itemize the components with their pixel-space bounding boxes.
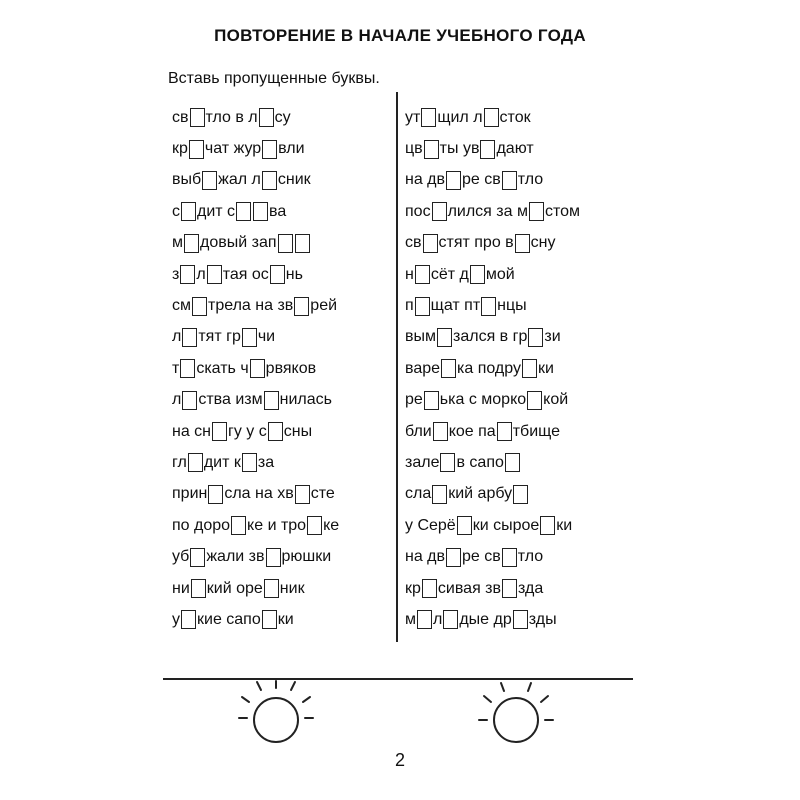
exercise-row	[172, 604, 339, 635]
missing-letter-box[interactable]	[502, 579, 517, 598]
missing-letter-box[interactable]	[294, 297, 309, 316]
missing-letter-box[interactable]	[190, 548, 205, 567]
word-fragment: сны	[283, 422, 313, 440]
missing-letter-box[interactable]	[433, 422, 448, 441]
missing-letter-box[interactable]	[484, 108, 499, 127]
exercise-row	[172, 573, 339, 604]
exercise-row	[405, 196, 580, 227]
word-fragment: бли	[405, 422, 432, 440]
missing-letter-box[interactable]	[522, 359, 537, 378]
exercise-row	[405, 510, 580, 541]
missing-letter-box[interactable]	[236, 202, 251, 221]
missing-letter-box[interactable]	[440, 453, 455, 472]
word-fragment: св	[405, 234, 422, 252]
missing-letter-box[interactable]	[180, 359, 195, 378]
missing-letter-box[interactable]	[182, 328, 197, 347]
word-fragment: сивая зв	[437, 579, 502, 597]
word-fragment: нцы	[497, 297, 527, 315]
word-fragment: пос	[405, 202, 431, 220]
column-divider	[396, 92, 398, 642]
word-fragment: ре св	[462, 548, 501, 566]
exercise-row	[405, 259, 580, 290]
word-fragment: за	[257, 453, 275, 471]
instruction-text: Вставь пропущенные буквы.	[168, 70, 380, 87]
word-fragment: с	[172, 202, 180, 220]
missing-letter-box[interactable]	[208, 485, 223, 504]
missing-letter-box[interactable]	[242, 328, 257, 347]
word-fragment: стят про в	[438, 234, 514, 252]
exercise-row	[172, 228, 339, 259]
exercise-row	[172, 165, 339, 196]
word-fragment: ва	[269, 202, 287, 220]
word-fragment: ька с морко	[439, 391, 527, 409]
missing-letter-box[interactable]	[182, 391, 197, 410]
missing-letter-box[interactable]	[423, 234, 438, 253]
word-fragment: ни	[172, 579, 190, 597]
missing-letter-box[interactable]	[231, 516, 246, 535]
missing-letter-box[interactable]	[415, 297, 430, 316]
word-fragment: ут	[405, 108, 421, 126]
missing-letter-box[interactable]	[515, 234, 530, 253]
missing-letter-box[interactable]	[181, 610, 196, 629]
word-fragment: зда	[518, 579, 544, 597]
word-fragment: уб	[172, 548, 190, 566]
word-fragment: з	[172, 265, 180, 283]
word-fragment: трела на зв	[208, 297, 294, 315]
missing-letter-box[interactable]	[437, 328, 452, 347]
word-fragment: сток	[499, 108, 531, 126]
word-fragment: мой	[485, 265, 515, 283]
word-fragment: св	[172, 108, 189, 126]
exercise-row	[172, 416, 339, 447]
word-fragment: сну	[530, 234, 556, 252]
exercise-row	[405, 385, 580, 416]
word-fragment: ник	[279, 579, 305, 597]
missing-letter-box[interactable]	[264, 391, 279, 410]
word-fragment: ки сыроe	[472, 516, 540, 534]
missing-letter-box[interactable]	[481, 297, 496, 316]
exercise-row	[405, 228, 580, 259]
exercise-row	[172, 541, 339, 572]
missing-letter-box[interactable]	[540, 516, 555, 535]
exercise-row	[405, 165, 580, 196]
missing-letter-box[interactable]	[424, 391, 439, 410]
word-fragment: л	[172, 391, 182, 409]
word-fragment: тло	[517, 171, 544, 189]
exercise-row	[172, 259, 339, 290]
word-fragment: рюшки	[281, 548, 332, 566]
missing-letter-box[interactable]	[212, 422, 227, 441]
word-fragment: кр	[405, 579, 421, 597]
missing-letter-box[interactable]	[422, 579, 437, 598]
word-fragment: ке и тро	[247, 516, 307, 534]
word-fragment: вли	[278, 140, 305, 158]
missing-letter-box[interactable]	[270, 265, 285, 284]
word-fragment: жали зв	[206, 548, 265, 566]
word-fragment: щат пт	[430, 297, 481, 315]
exercise-row	[405, 290, 580, 321]
missing-letter-box[interactable]	[497, 422, 512, 441]
bottom-rule	[163, 678, 633, 680]
word-fragment: чи	[257, 328, 276, 346]
missing-letter-box[interactable]	[266, 548, 281, 567]
word-fragment: т	[172, 359, 180, 377]
word-fragment: кое па	[448, 422, 496, 440]
missing-letter-box[interactable]	[432, 202, 447, 221]
missing-letter-box[interactable]	[432, 485, 447, 504]
word-fragment: гл	[172, 453, 187, 471]
word-fragment: ки	[277, 610, 294, 628]
word-fragment: су	[274, 108, 291, 126]
word-fragment: вым	[405, 328, 436, 346]
sun-right-icon	[477, 682, 555, 752]
word-fragment: цв	[405, 140, 423, 158]
word-fragment: л	[196, 265, 206, 283]
missing-letter-box[interactable]	[191, 579, 206, 598]
word-fragment: скать ч	[196, 359, 249, 377]
word-fragment: тая ос	[222, 265, 269, 283]
exercise-row	[405, 541, 580, 572]
word-fragment: ре	[405, 391, 423, 409]
word-fragment: сник	[277, 171, 311, 189]
missing-letter-box[interactable]	[242, 453, 257, 472]
word-fragment: м	[172, 234, 183, 252]
word-fragment: дит к	[203, 453, 241, 471]
word-fragment: зи	[544, 328, 561, 346]
missing-letter-box[interactable]	[480, 140, 495, 159]
word-fragment: дит с	[197, 202, 236, 220]
missing-letter-box[interactable]	[527, 391, 542, 410]
missing-letter-box[interactable]	[528, 328, 543, 347]
word-fragment: довый зап	[200, 234, 277, 252]
exercise-row	[172, 510, 339, 541]
word-fragment: кие сапо	[197, 610, 261, 628]
exercise-row	[405, 322, 580, 353]
page-number: 2	[394, 750, 405, 770]
word-fragment: на сн	[172, 422, 212, 440]
word-fragment: см	[172, 297, 191, 315]
left-exercise-column	[172, 102, 339, 636]
word-fragment: в сапо	[456, 453, 504, 471]
missing-letter-box[interactable]	[307, 516, 322, 535]
exercise-row	[172, 322, 339, 353]
exercise-row	[172, 290, 339, 321]
word-fragment: на дв	[405, 171, 446, 189]
word-fragment: рей	[310, 297, 338, 315]
exercise-row	[172, 133, 339, 164]
missing-letter-box[interactable]	[470, 265, 485, 284]
missing-letter-box[interactable]	[513, 610, 528, 629]
exercise-row	[405, 416, 580, 447]
word-fragment: рвяков	[265, 359, 317, 377]
word-fragment: стом	[544, 202, 581, 220]
missing-letter-box[interactable]	[446, 171, 461, 190]
word-fragment: ке	[323, 516, 340, 534]
exercise-row	[405, 133, 580, 164]
word-fragment: кий арбу	[448, 485, 513, 503]
word-fragment: по доро	[172, 516, 231, 534]
word-fragment: кий оре	[206, 579, 263, 597]
word-fragment: зды	[528, 610, 557, 628]
missing-letter-box[interactable]	[262, 140, 277, 159]
missing-letter-box[interactable]	[278, 234, 293, 253]
missing-letter-box[interactable]	[262, 610, 277, 629]
word-fragment: л	[172, 328, 182, 346]
exercise-row	[405, 479, 580, 510]
exercise-row	[172, 353, 339, 384]
word-fragment: сёт д	[430, 265, 469, 283]
word-fragment: лился за м	[447, 202, 528, 220]
missing-letter-box[interactable]	[190, 108, 205, 127]
missing-letter-box[interactable]	[502, 548, 517, 567]
word-fragment: тбище	[512, 422, 561, 440]
word-fragment: н	[405, 265, 414, 283]
missing-letter-box[interactable]	[295, 485, 310, 504]
word-fragment: ка подру	[457, 359, 521, 377]
exercise-row	[405, 604, 580, 635]
word-fragment: тят гр	[198, 328, 241, 346]
word-fragment: гу у с	[228, 422, 267, 440]
exercise-row	[172, 385, 339, 416]
exercise-row	[405, 102, 580, 133]
word-fragment: ки	[537, 359, 554, 377]
missing-letter-box[interactable]	[446, 548, 461, 567]
word-fragment: ства изм	[198, 391, 263, 409]
word-fragment: зался в гр	[453, 328, 528, 346]
missing-letter-box[interactable]	[192, 297, 207, 316]
missing-letter-box[interactable]	[424, 140, 439, 159]
word-fragment: жал л	[218, 171, 261, 189]
word-fragment: кр	[172, 140, 188, 158]
missing-letter-box[interactable]	[502, 171, 517, 190]
missing-letter-box[interactable]	[259, 108, 274, 127]
missing-letter-box[interactable]	[253, 202, 268, 221]
word-fragment: прин	[172, 485, 208, 503]
exercise-row	[172, 447, 339, 478]
word-fragment: кой	[543, 391, 569, 409]
exercise-row	[405, 573, 580, 604]
word-fragment: чат жур	[204, 140, 262, 158]
word-fragment: у Серё	[405, 516, 456, 534]
word-fragment: нь	[285, 265, 303, 283]
word-fragment: л	[433, 610, 443, 628]
missing-letter-box[interactable]	[513, 485, 528, 504]
missing-letter-box[interactable]	[264, 579, 279, 598]
word-fragment: выб	[172, 171, 202, 189]
exercise-row	[172, 479, 339, 510]
word-fragment: нилась	[279, 391, 332, 409]
missing-letter-box[interactable]	[268, 422, 283, 441]
right-exercise-column	[405, 102, 580, 636]
missing-letter-box[interactable]	[188, 453, 203, 472]
word-fragment: сла на хв	[224, 485, 294, 503]
missing-letter-box[interactable]	[505, 453, 520, 472]
missing-letter-box[interactable]	[443, 610, 458, 629]
missing-letter-box[interactable]	[184, 234, 199, 253]
missing-letter-box[interactable]	[180, 265, 195, 284]
word-fragment: зале	[405, 453, 440, 471]
missing-letter-box[interactable]	[529, 202, 544, 221]
word-fragment: тло в л	[205, 108, 258, 126]
exercise-row	[405, 447, 580, 478]
missing-letter-box[interactable]	[457, 516, 472, 535]
word-fragment: на дв	[405, 548, 446, 566]
sun-left-icon	[237, 680, 315, 750]
exercise-row	[405, 353, 580, 384]
missing-letter-box[interactable]	[181, 202, 196, 221]
word-fragment: тло	[517, 548, 544, 566]
missing-letter-box[interactable]	[207, 265, 222, 284]
exercise-row	[172, 196, 339, 227]
word-fragment: ки	[556, 516, 573, 534]
word-fragment: щил л	[437, 108, 483, 126]
missing-letter-box[interactable]	[250, 359, 265, 378]
missing-letter-box[interactable]	[189, 140, 204, 159]
word-fragment: сте	[310, 485, 335, 503]
word-fragment: сла	[405, 485, 432, 503]
word-fragment: ре св	[462, 171, 501, 189]
missing-letter-box[interactable]	[417, 610, 432, 629]
missing-letter-box[interactable]	[441, 359, 456, 378]
word-fragment: дые др	[459, 610, 512, 628]
word-fragment: п	[405, 297, 414, 315]
word-fragment: варе	[405, 359, 441, 377]
word-fragment: дают	[496, 140, 534, 158]
word-fragment: у	[172, 610, 180, 628]
missing-letter-box[interactable]	[415, 265, 430, 284]
page-title: ПОВТОРЕНИЕ В НАЧАЛЕ УЧЕБНОГО ГОДА	[214, 26, 586, 45]
missing-letter-box[interactable]	[295, 234, 310, 253]
word-fragment: м	[405, 610, 416, 628]
exercise-row	[172, 102, 339, 133]
word-fragment: ты ув	[439, 140, 480, 158]
missing-letter-box[interactable]	[262, 171, 277, 190]
missing-letter-box[interactable]	[421, 108, 436, 127]
missing-letter-box[interactable]	[202, 171, 217, 190]
